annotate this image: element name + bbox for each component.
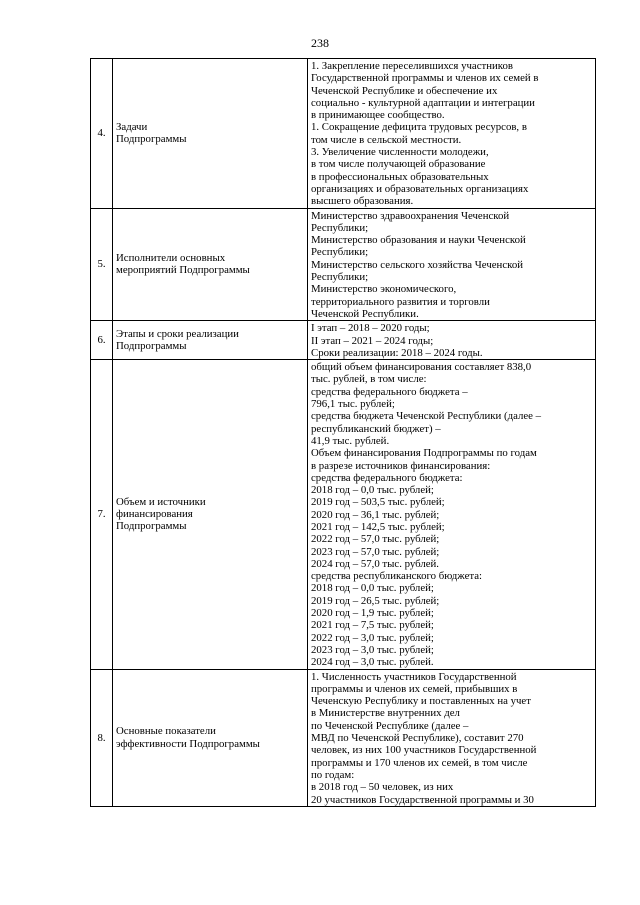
label-line: финансирования <box>116 508 193 521</box>
page-number: 238 <box>311 36 329 50</box>
content-line: II этап – 2021 – 2024 годы; <box>311 334 434 347</box>
content-line: Республики; <box>311 221 369 234</box>
row-content <box>308 321 596 360</box>
label-line: эффективности Подпрограммы <box>116 737 260 750</box>
content-line: Чеченской Республике и обеспечение их <box>311 84 498 97</box>
table-row <box>91 208 596 321</box>
row-number: 4. <box>91 59 113 209</box>
content-line: 2023 год – 3,0 тыс. рублей; <box>311 643 434 656</box>
table-row <box>91 59 596 209</box>
content-line: в принимающее сообщество. <box>311 109 445 122</box>
content-line: 1. Численность участников Государственной <box>311 670 517 683</box>
content-line: Государственной программы и членов их семей в <box>311 72 539 85</box>
label-line: Подпрограммы <box>116 133 187 146</box>
content-line: 2018 год – 0,0 тыс. рублей; <box>311 582 434 595</box>
content-line: Министерство здравоохранения Чеченской <box>311 209 510 222</box>
content-line: программы и 170 членов их семей, в том числе <box>311 756 528 769</box>
content-line: Объем финансирования Подпрограммы по годам <box>311 447 537 460</box>
row-content <box>308 360 596 669</box>
label-line: Исполнители основных <box>116 252 226 265</box>
content-line: Чеченской Республики. <box>311 307 419 320</box>
content-line: 2020 год – 1,9 тыс. рублей; <box>311 607 434 620</box>
row-content <box>308 208 596 321</box>
content-line: 2021 год – 7,5 тыс. рублей; <box>311 619 434 632</box>
row-number: 7. <box>91 360 113 669</box>
content-line: по годам: <box>311 768 355 781</box>
row-content <box>308 59 596 209</box>
content-line: 2019 год – 26,5 тыс. рублей; <box>311 594 440 607</box>
content-line: 41,9 тыс. рублей. <box>311 434 390 447</box>
label-line: Этапы и сроки реализации <box>116 327 239 340</box>
content-line: по Чеченской Республике (далее – <box>311 719 469 732</box>
label-line: Подпрограммы <box>116 520 187 533</box>
content-line: в 2018 год – 50 человек, из них <box>311 781 454 794</box>
label-line: мероприятий Подпрограммы <box>116 264 250 277</box>
label-line: Основные показатели <box>116 725 216 738</box>
content-line: территориального развития и торговли <box>311 295 490 308</box>
content-line: Республики; <box>311 246 369 259</box>
content-line: Министерство образования и науки Чеченской <box>311 234 526 247</box>
row-label <box>113 360 308 669</box>
content-line: в разрезе источников финансирования: <box>311 459 491 472</box>
content-line: Министерство экономического, <box>311 283 457 296</box>
content-line: 2023 год – 57,0 тыс. рублей; <box>311 545 440 558</box>
content-line: МВД по Чеченской Республике), составит 270 <box>311 732 524 745</box>
label-line: Задачи <box>116 120 148 133</box>
content-line: общий объем финансирования составляет 838,0 <box>311 361 532 374</box>
content-line: 3. Увеличение численности молодежи, <box>311 146 489 159</box>
content-line: человек, из них 100 участников Государственной <box>311 744 537 757</box>
content-line: средства федерального бюджета – <box>311 385 468 398</box>
content-line: Республики; <box>311 271 369 284</box>
content-line: 20 участников Государственной программы и 30 <box>311 793 534 806</box>
content-line: средства федерального бюджета: <box>311 471 463 484</box>
content-line: 2022 год – 57,0 тыс. рублей; <box>311 533 440 546</box>
row-label <box>113 321 308 360</box>
row-label <box>113 669 308 806</box>
content-line: 2020 год – 36,1 тыс. рублей; <box>311 508 440 521</box>
table-row <box>91 360 596 669</box>
label-line: Подпрограммы <box>116 340 187 353</box>
content-line: в профессиональных образовательных <box>311 170 489 183</box>
content-line: средства бюджета Чеченской Республики (далее – <box>311 410 542 423</box>
content-line: Чеченскую Республику и поставленных на учет <box>311 695 531 708</box>
content-line: организациях и образовательных организациях <box>311 182 529 195</box>
content-line: 2024 год – 3,0 тыс. рублей. <box>311 656 434 669</box>
label-line: Объем и источники <box>116 495 206 508</box>
row-number: 8. <box>91 669 113 806</box>
content-line: том числе в сельской местности. <box>311 133 462 146</box>
content-line: 2018 год – 0,0 тыс. рублей; <box>311 484 434 497</box>
content-line: программы и членов их семей, прибывших в <box>311 682 518 695</box>
row-number: 5. <box>91 208 113 321</box>
row-label <box>113 208 308 321</box>
content-line: 796,1 тыс. рублей; <box>311 398 395 411</box>
content-line: Министерство сельского хозяйства Чеченской <box>311 258 523 271</box>
content-line: 2021 год – 142,5 тыс. рублей; <box>311 520 445 533</box>
content-line: 2019 год – 503,5 тыс. рублей; <box>311 496 445 509</box>
content-line: 1. Закрепление переселившихся участников <box>311 60 513 72</box>
content-line: республиканский бюджет) – <box>311 422 441 435</box>
content-line: в Министерстве внутренних дел <box>311 707 460 720</box>
content-line: I этап – 2018 – 2020 годы; <box>311 322 430 335</box>
content-line: высшего образования. <box>311 195 414 208</box>
row-label <box>113 59 308 209</box>
content-line: средства республиканского бюджета: <box>311 570 483 583</box>
content-line: 2022 год – 3,0 тыс. рублей; <box>311 631 434 644</box>
table-row <box>91 321 596 360</box>
content-line: социально - культурной адаптации и интеграции <box>311 96 535 109</box>
content-line: 2024 год – 57,0 тыс. рублей. <box>311 557 439 570</box>
content-line: в том числе получающей образование <box>311 158 486 171</box>
row-number: 6. <box>91 321 113 360</box>
content-line: 1. Сокращение дефицита трудовых ресурсов, в <box>311 121 527 134</box>
row-content <box>308 669 596 806</box>
passport-table <box>90 58 596 807</box>
content-line: тыс. рублей, в том числе: <box>311 373 427 386</box>
content-line: Сроки реализации: 2018 – 2024 годы. <box>311 346 483 359</box>
table-row <box>91 669 596 806</box>
